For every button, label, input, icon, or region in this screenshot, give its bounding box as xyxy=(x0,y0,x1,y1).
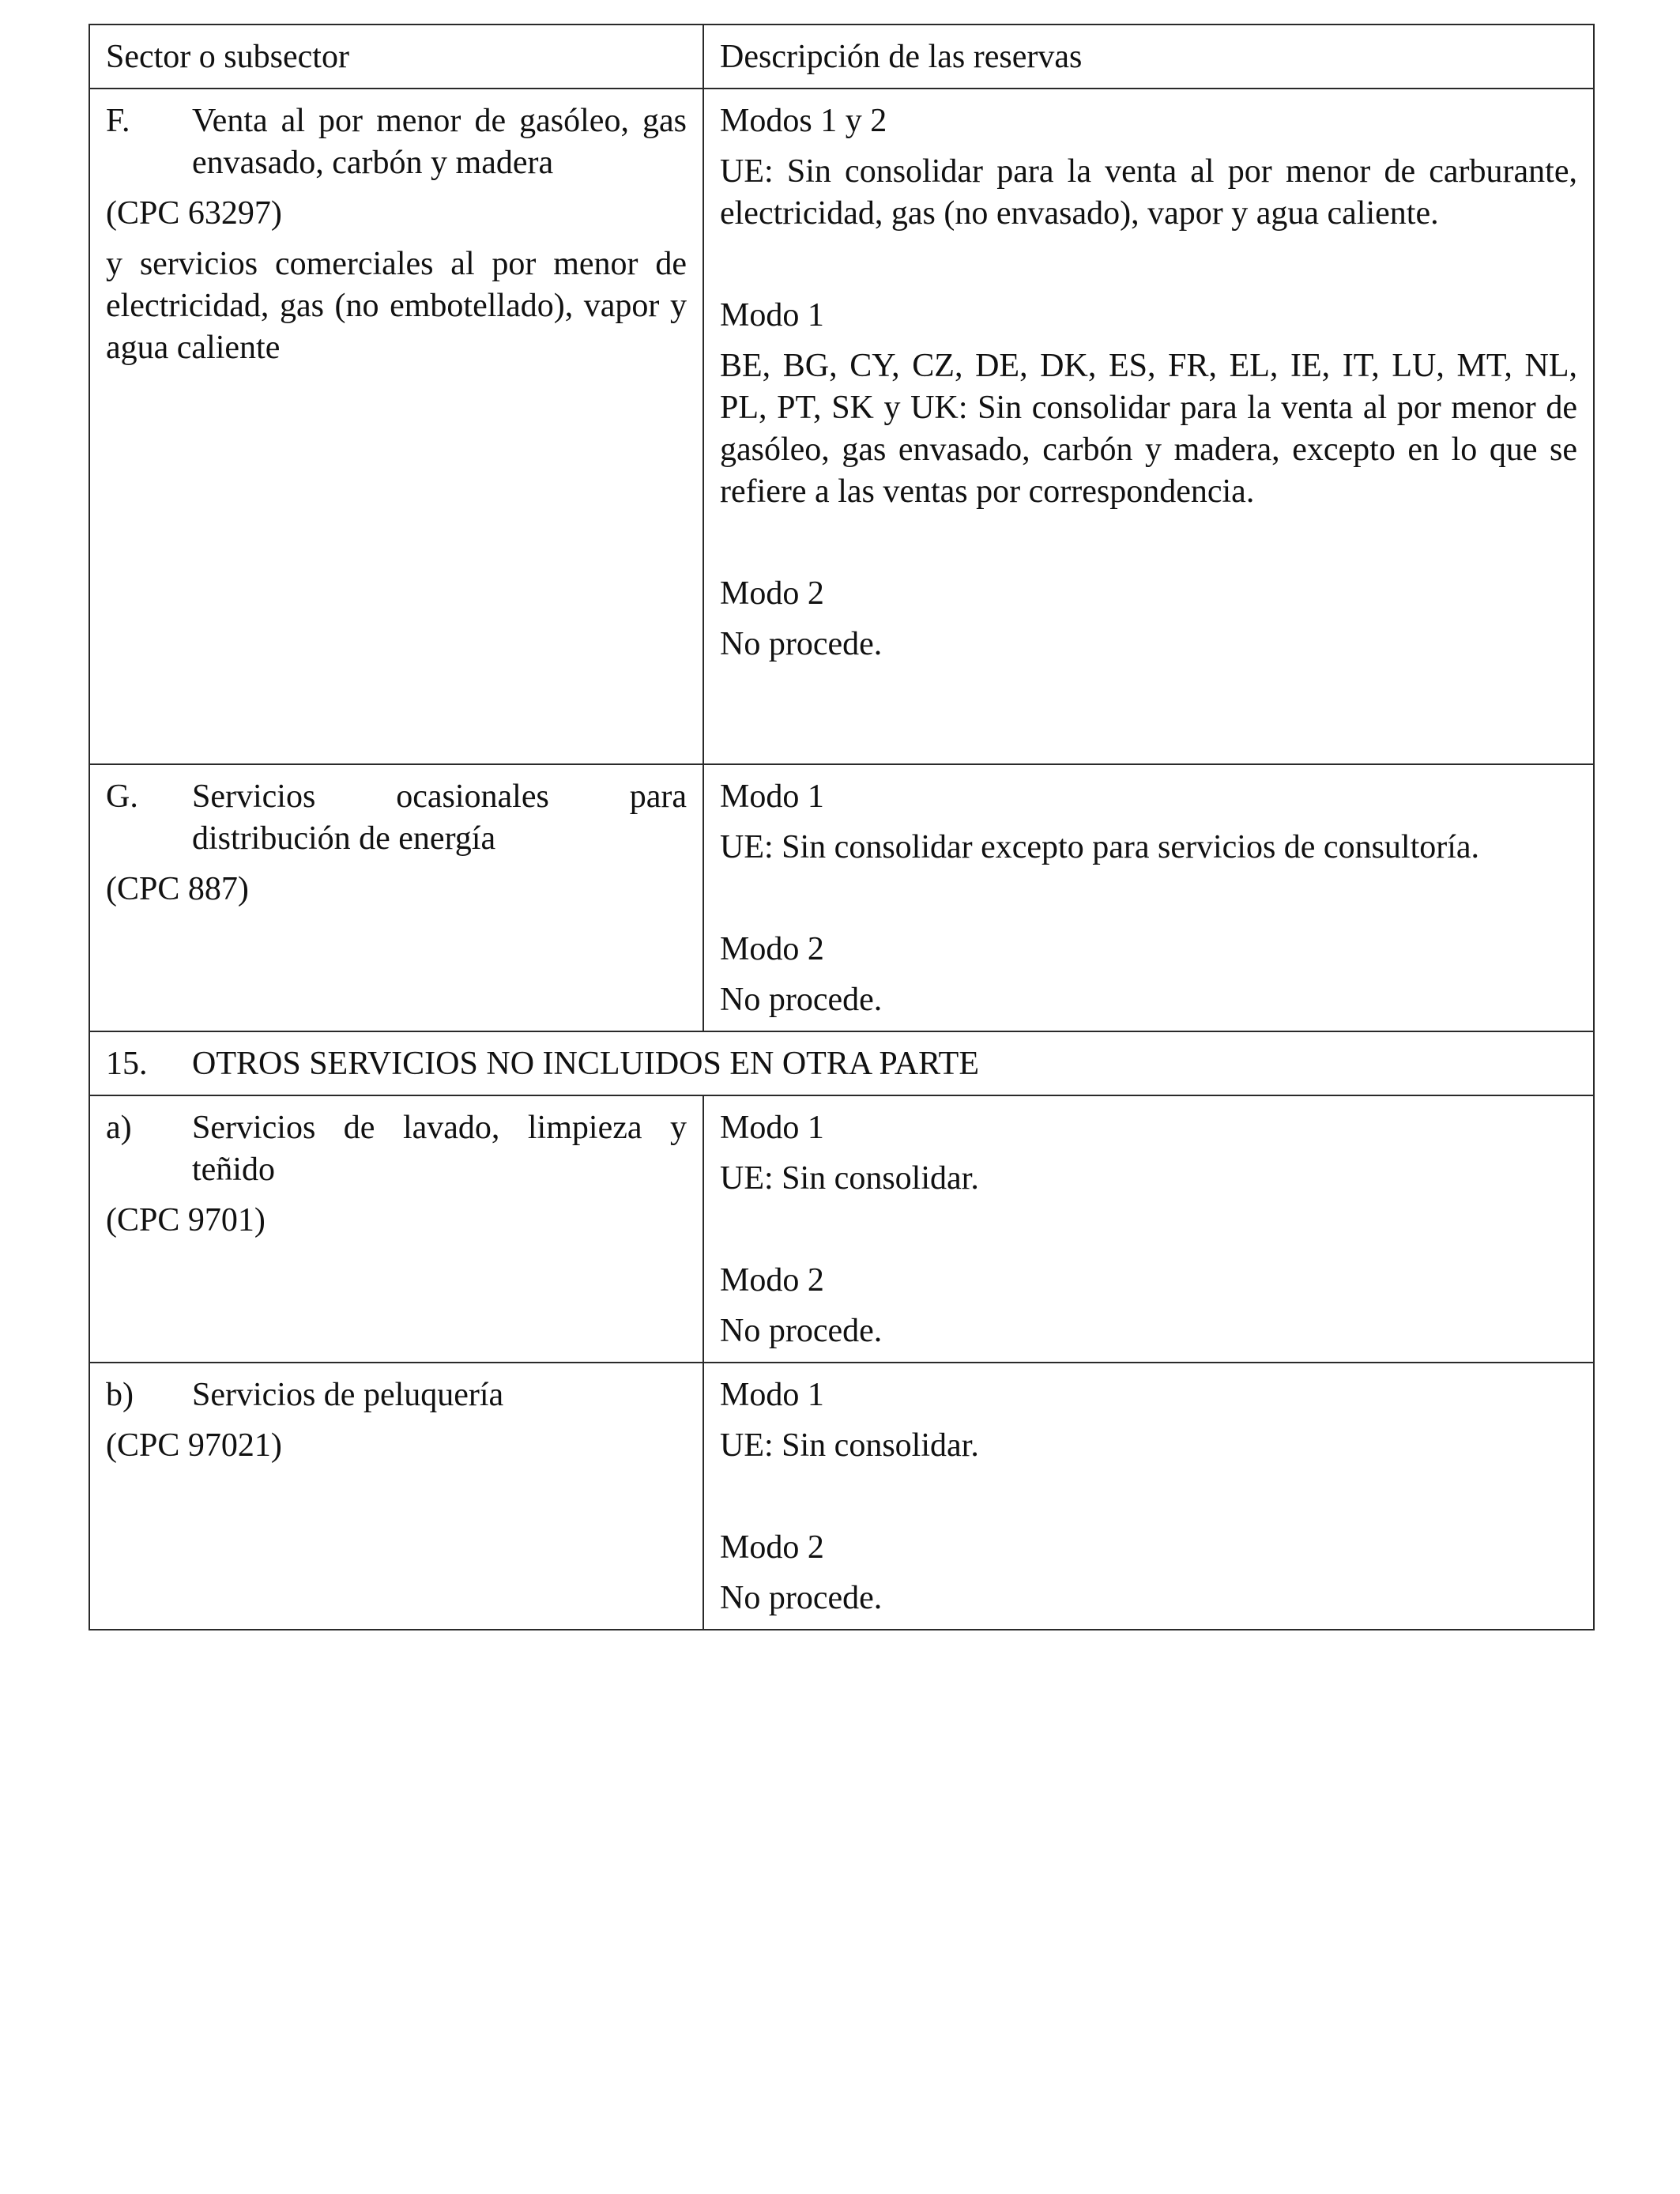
header-sector xyxy=(89,25,703,89)
sector-cell xyxy=(89,89,703,764)
table-row xyxy=(89,1095,1594,1363)
mode-heading: Modo 2 xyxy=(720,1529,824,1566)
sector-cell xyxy=(89,1363,703,1630)
sector-title: Servicios ocasionales para distribución de energía xyxy=(192,778,687,857)
table-row xyxy=(89,89,1594,764)
mode-text: No procede. xyxy=(720,982,883,1018)
mode-text: UE: Sin consolidar. xyxy=(720,1160,979,1197)
mode-text: No procede. xyxy=(720,1580,883,1616)
table-row xyxy=(89,764,1594,1031)
mode-text: UE: Sin consolidar para la venta al por menor de carburante, electricidad, gas (no envasado), vapor y agua caliente. xyxy=(720,153,1577,232)
cpc-code: (CPC 63297) xyxy=(106,195,282,232)
sector-heading xyxy=(106,100,687,184)
header-description xyxy=(703,25,1594,89)
description-cell xyxy=(703,1363,1594,1630)
mode-heading: Modo 2 xyxy=(720,931,824,967)
header-sector-label: Sector o subsector xyxy=(106,39,349,75)
mode-text: BE, BG, CY, CZ, DE, DK, ES, FR, EL, IE, IT, LU, MT, NL, PL, PT, SK y UK: Sin consolidar para la venta al por menor de gasóleo, gas envasado, carbón y madera, excepto en lo que se refiere a las ventas por correspondencia. xyxy=(720,348,1577,510)
sector-title: Venta al por menor de gasóleo, gas envasado, carbón y madera xyxy=(192,103,687,181)
section-heading xyxy=(106,1043,1577,1085)
sector-label: b) xyxy=(106,1377,134,1413)
sector-title: Servicios de peluquería xyxy=(192,1377,504,1413)
mode-heading: Modo 1 xyxy=(720,778,824,815)
table-header-row xyxy=(89,25,1594,89)
section-title: OTROS SERVICIOS NO INCLUIDOS EN OTRA PARTE xyxy=(192,1046,979,1082)
mode-text: UE: Sin consolidar excepto para servicios de consultoría. xyxy=(720,829,1480,865)
mode-text: No procede. xyxy=(720,1313,883,1349)
cpc-code: (CPC 887) xyxy=(106,871,249,907)
reservations-table xyxy=(89,24,1595,1630)
description-cell xyxy=(703,1095,1594,1363)
section-heading-cell xyxy=(89,1031,1594,1095)
header-description-label: Descripción de las reservas xyxy=(720,39,1083,75)
sector-cell xyxy=(89,1095,703,1363)
sector-label: G. xyxy=(106,778,138,815)
sector-heading xyxy=(106,1374,687,1416)
table-row xyxy=(89,1363,1594,1630)
sector-heading xyxy=(106,1107,687,1191)
mode-heading: Modo 1 xyxy=(720,1110,824,1146)
mode-heading: Modos 1 y 2 xyxy=(720,103,887,139)
sector-label: a) xyxy=(106,1110,132,1146)
sector-extra-text: y servicios comerciales al por menor de electricidad, gas (no embotellado), vapor y agua caliente xyxy=(106,246,687,366)
section-number: 15. xyxy=(106,1046,148,1082)
mode-heading: Modo 2 xyxy=(720,1262,824,1299)
sector-title: Servicios de lavado, limpieza y teñido xyxy=(192,1110,687,1188)
sector-cell xyxy=(89,764,703,1031)
mode-heading: Modo 2 xyxy=(720,575,824,612)
cpc-code: (CPC 97021) xyxy=(106,1427,282,1464)
mode-text: UE: Sin consolidar. xyxy=(720,1427,979,1464)
mode-heading: Modo 1 xyxy=(720,1377,824,1413)
mode-text: No procede. xyxy=(720,626,883,662)
description-cell xyxy=(703,89,1594,764)
description-cell xyxy=(703,764,1594,1031)
cpc-code: (CPC 9701) xyxy=(106,1202,266,1238)
sector-label: F. xyxy=(106,103,130,139)
sector-heading xyxy=(106,776,687,860)
mode-heading: Modo 1 xyxy=(720,297,824,334)
section-row xyxy=(89,1031,1594,1095)
